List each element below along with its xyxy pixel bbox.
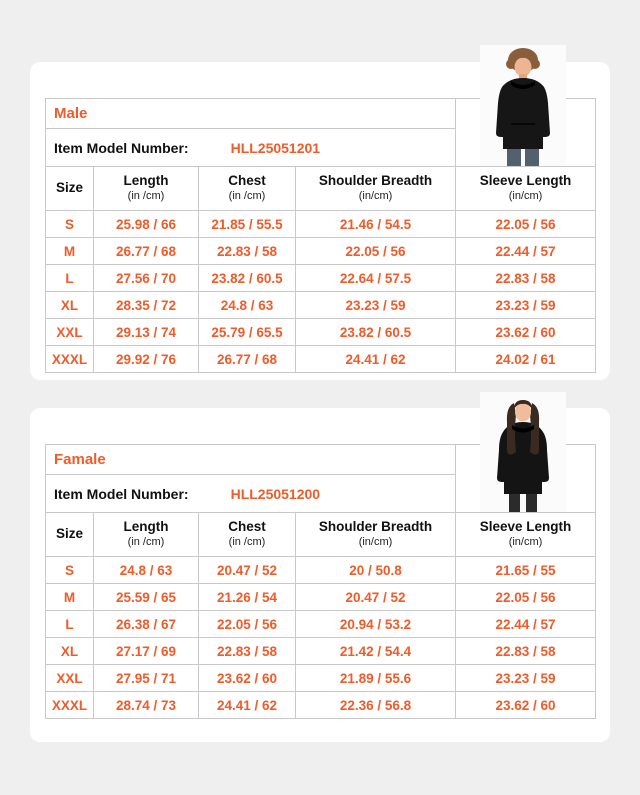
sleeve-value: 22.05 / 56 [456, 211, 596, 238]
model-number-label: Item Model Number: [54, 485, 189, 502]
chest-value: 24.8 / 63 [199, 292, 296, 319]
size-row-m [46, 238, 596, 265]
column-header-sleeve-length [456, 513, 596, 557]
column-title: Chest [228, 173, 266, 189]
size-row-xxxl [46, 346, 596, 373]
sleeve-value: 23.62 / 60 [456, 692, 596, 719]
size-row-m [46, 584, 596, 611]
shoulder-value: 20.94 / 53.2 [296, 611, 456, 638]
size-row-l [46, 611, 596, 638]
column-title: Size [55, 180, 83, 196]
size-value: L [46, 611, 94, 638]
size-row-xxl [46, 665, 596, 692]
column-header-shoulder-breadth [296, 167, 456, 211]
gender-label: Male [46, 99, 456, 129]
length-value: 26.38 / 67 [94, 611, 199, 638]
length-value: 29.92 / 76 [94, 346, 199, 373]
female-model-photo [480, 392, 566, 512]
female-person-illustration [480, 392, 566, 512]
length-value: 26.77 / 68 [94, 238, 199, 265]
size-row-xl [46, 638, 596, 665]
shoulder-value: 21.89 / 55.6 [296, 665, 456, 692]
model-number-cell [46, 475, 456, 513]
column-header-sleeve-length [456, 167, 596, 211]
column-header-length [94, 513, 199, 557]
size-value: XXXL [46, 346, 94, 373]
sleeve-value: 24.02 / 61 [456, 346, 596, 373]
column-header-shoulder-breadth [296, 513, 456, 557]
column-title: Length [123, 173, 169, 189]
length-value: 27.56 / 70 [94, 265, 199, 292]
column-unit: (in /cm) [228, 190, 266, 203]
chest-value: 23.62 / 60 [199, 665, 296, 692]
shoulder-value: 21.46 / 54.5 [296, 211, 456, 238]
chest-value: 22.83 / 58 [199, 238, 296, 265]
size-row-xxxl [46, 692, 596, 719]
column-header-row [46, 513, 596, 557]
column-title: Shoulder Breadth [318, 173, 433, 189]
size-value: XXL [46, 319, 94, 346]
size-row-xxl [46, 319, 596, 346]
size-row-s [46, 211, 596, 238]
sleeve-value: 23.62 / 60 [456, 319, 596, 346]
shoulder-value: 22.64 / 57.5 [296, 265, 456, 292]
shoulder-value: 24.41 / 62 [296, 346, 456, 373]
sleeve-value: 23.23 / 59 [456, 292, 596, 319]
size-value: S [46, 211, 94, 238]
column-header-chest [199, 513, 296, 557]
length-value: 29.13 / 74 [94, 319, 199, 346]
column-header-length [94, 167, 199, 211]
chest-value: 25.79 / 65.5 [199, 319, 296, 346]
column-unit: (in/cm) [358, 190, 393, 203]
chest-value: 21.85 / 55.5 [199, 211, 296, 238]
length-value: 25.98 / 66 [94, 211, 199, 238]
column-unit: (in/cm) [508, 190, 543, 203]
column-unit: (in /cm) [127, 190, 165, 203]
column-header-size [46, 167, 94, 211]
male-size-chart-card [30, 62, 610, 380]
length-value: 27.17 / 69 [94, 638, 199, 665]
male-model-photo [480, 45, 566, 166]
shoulder-value: 23.23 / 59 [296, 292, 456, 319]
column-title: Chest [228, 519, 266, 535]
chest-value: 21.26 / 54 [199, 584, 296, 611]
column-unit: (in /cm) [228, 536, 266, 549]
column-header-row [46, 167, 596, 211]
size-value: XXXL [46, 692, 94, 719]
size-row-s [46, 557, 596, 584]
column-title: Length [123, 519, 169, 535]
model-number-label: Item Model Number: [54, 139, 189, 156]
length-value: 25.59 / 65 [94, 584, 199, 611]
size-row-xl [46, 292, 596, 319]
column-title: Size [55, 526, 83, 542]
size-value: L [46, 265, 94, 292]
length-value: 28.35 / 72 [94, 292, 199, 319]
sleeve-value: 22.44 / 57 [456, 611, 596, 638]
shoulder-value: 20.47 / 52 [296, 584, 456, 611]
sleeve-value: 22.05 / 56 [456, 584, 596, 611]
column-title: Shoulder Breadth [318, 519, 433, 535]
chest-value: 23.82 / 60.5 [199, 265, 296, 292]
model-number-cell [46, 129, 456, 167]
size-value: M [46, 238, 94, 265]
size-row-l [46, 265, 596, 292]
gender-label: Famale [46, 445, 456, 475]
size-value: XL [46, 638, 94, 665]
size-value: M [46, 584, 94, 611]
chest-value: 24.41 / 62 [199, 692, 296, 719]
chest-value: 26.77 / 68 [199, 346, 296, 373]
length-value: 27.95 / 71 [94, 665, 199, 692]
column-header-size [46, 513, 94, 557]
sleeve-value: 23.23 / 59 [456, 665, 596, 692]
model-number-value: HLL25051200 [230, 485, 321, 502]
column-header-chest [199, 167, 296, 211]
length-value: 28.74 / 73 [94, 692, 199, 719]
female-size-chart-card [30, 408, 610, 742]
size-value: XXL [46, 665, 94, 692]
shoulder-value: 22.36 / 56.8 [296, 692, 456, 719]
column-title: Sleeve Length [479, 519, 572, 535]
chest-value: 22.83 / 58 [199, 638, 296, 665]
sleeve-value: 22.83 / 58 [456, 638, 596, 665]
male-person-illustration [480, 45, 566, 166]
column-unit: (in/cm) [358, 536, 393, 549]
chest-value: 20.47 / 52 [199, 557, 296, 584]
model-number-value: HLL25051201 [230, 139, 321, 156]
column-title: Sleeve Length [479, 173, 572, 189]
shoulder-value: 21.42 / 54.4 [296, 638, 456, 665]
sleeve-value: 21.65 / 55 [456, 557, 596, 584]
sleeve-value: 22.44 / 57 [456, 238, 596, 265]
shoulder-value: 20 / 50.8 [296, 557, 456, 584]
column-unit: (in /cm) [127, 536, 165, 549]
shoulder-value: 22.05 / 56 [296, 238, 456, 265]
chest-value: 22.05 / 56 [199, 611, 296, 638]
sleeve-value: 22.83 / 58 [456, 265, 596, 292]
size-value: S [46, 557, 94, 584]
column-unit: (in/cm) [508, 536, 543, 549]
size-value: XL [46, 292, 94, 319]
length-value: 24.8 / 63 [94, 557, 199, 584]
shoulder-value: 23.82 / 60.5 [296, 319, 456, 346]
